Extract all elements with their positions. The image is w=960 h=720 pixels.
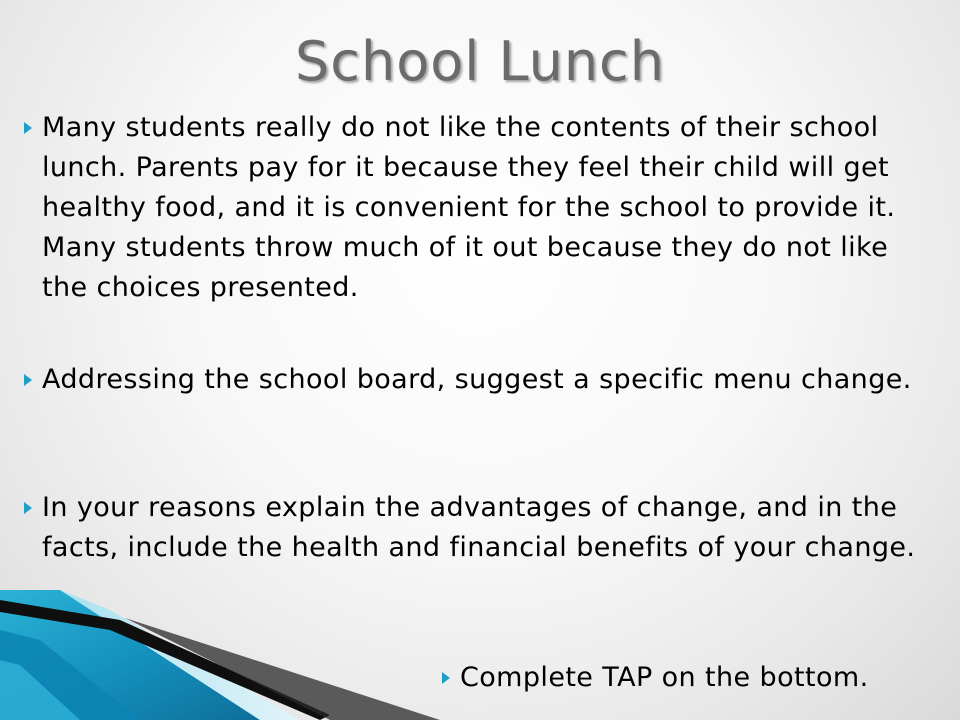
bullet-item (14, 360, 934, 400)
slide-title: School Lunch (295, 30, 665, 93)
bullet-text: In your reasons explain the advantages of change, and in the facts, include the health and financial benefits of your change. (42, 492, 916, 563)
arrowhead-bullet-icon (14, 122, 42, 134)
bullet-text: Addressing the school board, suggest a specific menu change. (42, 364, 912, 395)
bullet-text: Many students really do not like the contents of their school lunch. Parents pay for it because they feel their child will get healthy food, and it is convenient for the school to provide it. Many students throw much of it out because they do not like the choices presented. (42, 112, 896, 303)
final-bullet (432, 658, 952, 698)
decorative-corner-swoosh (0, 590, 440, 720)
bullet-item (14, 488, 934, 568)
final-bullet-text: Complete TAP on the bottom. (460, 662, 869, 693)
bullet-item (14, 108, 934, 308)
arrowhead-bullet-icon (14, 502, 42, 514)
arrowhead-bullet-icon (14, 374, 42, 386)
